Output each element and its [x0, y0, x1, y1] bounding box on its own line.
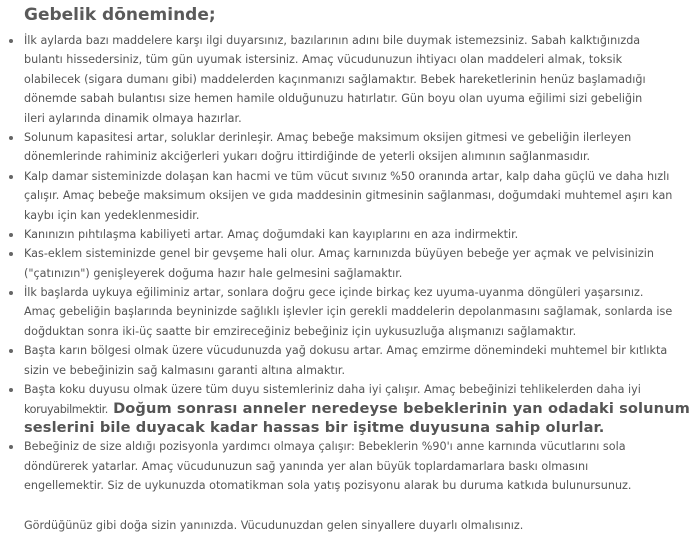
item-emphasis-line	[24, 418, 690, 437]
item-line: Başta koku duyusu olmak üzere tüm duyu sistemleriniz daha iyi çalışır. Amaç bebeğinizi tehlikelerden daha iyi	[24, 383, 641, 397]
bullet-icon	[9, 349, 13, 353]
item-line-plain: koruyabilmektir.	[24, 403, 108, 417]
list-item	[0, 283, 694, 341]
item-line: olabilecek (sigara dumanı gibi) maddelerden kaçınmanızı sağlamaktır. Bebek hareketlerinin henüz başlamadığı	[24, 72, 646, 86]
bullet-icon	[9, 445, 13, 449]
emphasis-text: seslerini bile duyacak kadar hassas bir işitme duyusuna sahip olurlar.	[24, 419, 605, 437]
section-heading: Gebelik dōneminde;	[24, 5, 216, 25]
bullet-icon	[9, 291, 13, 295]
list-item	[0, 244, 694, 283]
item-line: engellemektir. Siz de uykunuzda otomatikman sola yatış pozisyonu alarak bu duruma katkıda bulunursunuz.	[24, 479, 632, 493]
item-line: Solunum kapasitesi artar, soluklar derinleşir. Amaç bebeğe maksimum oksijen gitmesi ve gebeliğin ilerleyen	[24, 130, 632, 144]
list-item	[0, 380, 694, 437]
bullet-icon	[9, 233, 13, 237]
list-item	[0, 31, 694, 128]
item-line: döndürerek yatarlar. Amaç vücudunuzun sağ yanında yer alan büyük toplardamarlara baskı olmasını	[24, 459, 589, 473]
item-line: Bebeğiniz de size aldığı pozisyonla yardımcı olmaya çalışır: Bebeklerin %90'ı anne karnında vücutlarını sola	[24, 440, 626, 454]
item-line: kaybı için kan yedeklenmesidir.	[24, 208, 200, 222]
item-line: bulantı hissedersiniz, tüm gün uyumak istersiniz. Amaç vücudunuzun ihtiyacı olan maddeleri almak, toksik	[24, 53, 623, 67]
list-item	[0, 341, 694, 380]
item-line: dönemde sabah bulantısı size hemen hamile olduğunuzu hatırlatır. Gün boyu olan uyuma eğilimi sizi gebeliğin	[24, 92, 643, 106]
bullet-icon	[9, 175, 13, 179]
bullet-icon	[9, 39, 13, 43]
item-line: Başta karın bölgesi olmak üzere vücudunuzda yağ dokusu artar. Amaç emzirme dönemindeki muhtemel bir kıtlıkta	[24, 344, 668, 358]
item-line: Amaç gebeliğin başlarında beyninizde sağlıklı işlevler için gerekli maddelerin depolanmasını sağlamak, sonlarda ise	[24, 305, 673, 319]
item-line: İlk başlarda uykuya eğiliminiz artar, sonlara doğru gece içinde birkaç kez uyuma-uyanma döngüleri yaşarsınız.	[24, 286, 644, 300]
item-line: Kas-eklem sisteminizde genel bir gevşeme hali olur. Amaç karnınızda büyüyen bebeğe yer açmak ve pelvisinizin	[24, 247, 654, 261]
item-line: doğduktan sonra iki-üç saatte bir emzireceğiniz bebeğiniz için uykusuzluğa alışmanızı sağlamaktır.	[24, 324, 577, 338]
emphasis-text: Doğum sonrası anneler neredeyse bebeklerinin yan odadaki solunum	[107, 400, 690, 418]
pregnancy-changes-list	[0, 31, 694, 496]
list-item	[0, 437, 694, 495]
item-line: ileri aylarında dinamik olmaya hazırlar.	[24, 111, 242, 125]
item-line: Kalp damar sisteminizde dolaşan kan hacmi ve tüm vücut sıvınız %50 oranında artar, kalp daha güçlü ve daha hızlı	[24, 169, 670, 183]
list-item	[0, 167, 694, 225]
bullet-icon	[9, 136, 13, 140]
bullet-icon	[9, 388, 13, 392]
item-mixed-line	[24, 399, 690, 418]
list-item	[0, 128, 694, 167]
item-line: İlk aylarda bazı maddelere karşı ilgi duyarsınız, bazılarının adını bile duymak istemezsiniz. Sabah kalktığınızda	[24, 34, 641, 47]
list-item	[0, 225, 694, 244]
item-line: çalışır. Amaç bebeğe maksimum oksijen ve gıda maddesinin gitmesinin sağlanması, doğumdaki muhtemel aşırı kan	[24, 189, 673, 203]
item-line: ("çatınızın") genişleyerek doğuma hazır hale gelmesini sağlamaktır.	[24, 266, 403, 280]
item-line: sizin ve bebeğinizin sağ kalmasını garanti altına almaktır.	[24, 363, 345, 377]
bullet-icon	[9, 252, 13, 256]
item-line: dönemlerinde rahiminiz akciğerleri yukarı doğru ittirdiğinde de yeterli oksijen alımının sağlanmasıdır.	[24, 150, 591, 164]
item-line: Kanınızın pıhtılaşma kabiliyeti artar. Amaç doğumdaki kan kayıplarını en aza indirmektir.	[24, 227, 519, 241]
closing-paragraph: Gördüğünüz gibi doğa sizin yanınızda. Vücudunuzdan gelen sinyallere duyarlı olmalısınız.	[24, 519, 524, 532]
